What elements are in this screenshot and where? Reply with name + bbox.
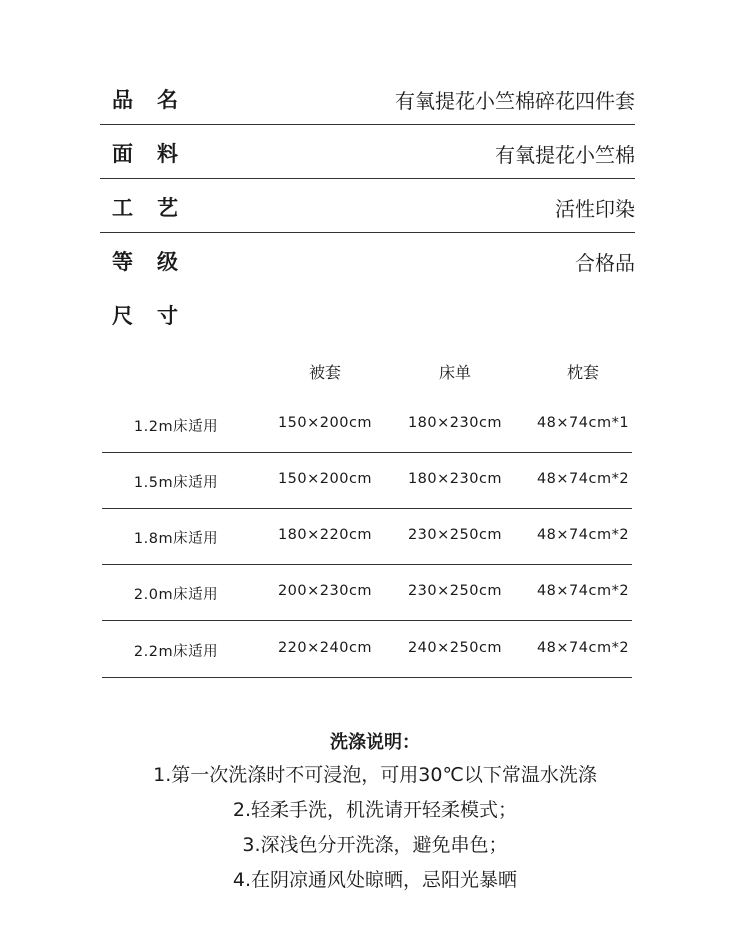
- table-row: [102, 509, 632, 565]
- washing-line: 4.在阴凉通风处晾晒，忌阳光暴晒: [232, 869, 518, 891]
- washing-title: 洗涤说明：: [330, 732, 420, 753]
- pillow-size-cell: 48×74cm*2: [536, 640, 630, 656]
- sheet-size-cell: 180×230cm: [407, 471, 503, 487]
- spec-value: 合格品: [575, 251, 635, 275]
- spec-value: 有氧提花小竺棉: [495, 143, 635, 167]
- spec-row-craft: [100, 192, 635, 233]
- duvet-size-cell: 220×240cm: [277, 640, 373, 656]
- spec-label: 尺寸: [112, 304, 202, 328]
- washing-line: 2.轻柔手洗，机洗请开轻柔模式；: [232, 799, 518, 821]
- spec-row-product-name: [100, 84, 635, 125]
- spec-row-size: [100, 300, 635, 340]
- bed-size-cell: 2.0m床适用: [133, 587, 219, 603]
- bed-size-cell: 1.2m床适用: [133, 419, 219, 435]
- spec-label: 工艺: [112, 196, 202, 220]
- spec-label: 等级: [112, 250, 202, 274]
- table-row: [102, 397, 632, 453]
- spec-row-fabric: [100, 138, 635, 179]
- washing-instructions: [0, 728, 750, 898]
- duvet-size-cell: 150×200cm: [277, 415, 373, 431]
- column-header-duvet: 被套: [308, 363, 342, 382]
- duvet-size-cell: 180×220cm: [277, 527, 373, 543]
- pillow-size-cell: 48×74cm*2: [536, 527, 630, 543]
- bed-size-cell: 1.8m床适用: [133, 531, 219, 547]
- table-row: [102, 565, 632, 621]
- washing-line: 3.深浅色分开洗涤，避免串色；: [242, 834, 508, 856]
- pillow-size-cell: 48×74cm*1: [536, 415, 630, 431]
- pillow-size-cell: 48×74cm*2: [536, 471, 630, 487]
- sheet-size-cell: 230×250cm: [407, 527, 503, 543]
- spec-label: 面料: [112, 142, 202, 166]
- table-row: [102, 622, 632, 678]
- duvet-size-cell: 150×200cm: [277, 471, 373, 487]
- duvet-size-cell: 200×230cm: [277, 583, 373, 599]
- spec-label: 品名: [112, 88, 202, 112]
- table-row: [102, 453, 632, 509]
- spec-value: 有氧提花小竺棉碎花四件套: [395, 89, 635, 113]
- pillow-size-cell: 48×74cm*2: [536, 583, 630, 599]
- sheet-size-cell: 240×250cm: [407, 640, 503, 656]
- bed-size-cell: 1.5m床适用: [133, 475, 219, 491]
- sheet-size-cell: 180×230cm: [407, 415, 503, 431]
- washing-line: 1.第一次洗涤时不可浸泡，可用30℃以下常温水洗涤: [153, 764, 597, 786]
- column-header-sheet: 床单: [438, 363, 472, 382]
- bed-size-cell: 2.2m床适用: [133, 644, 219, 660]
- sheet-size-cell: 230×250cm: [407, 583, 503, 599]
- column-header-pillow: 枕套: [566, 363, 600, 382]
- spec-row-grade: [100, 246, 635, 286]
- spec-value: 活性印染: [555, 197, 635, 221]
